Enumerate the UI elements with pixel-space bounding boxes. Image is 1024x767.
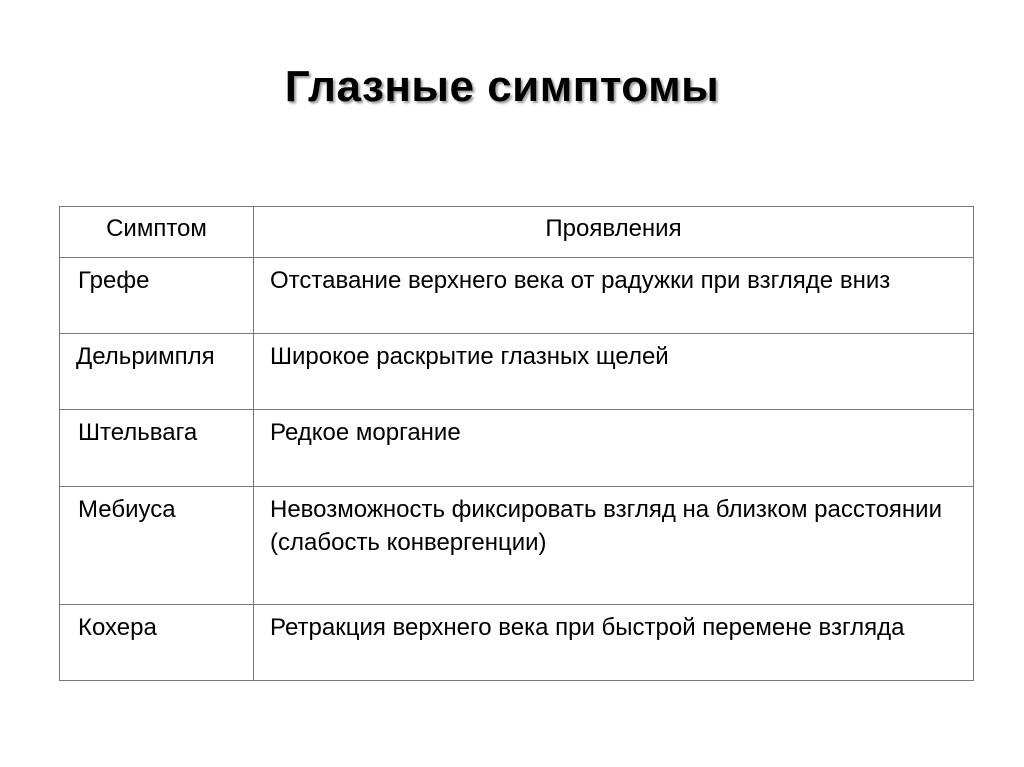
symptom-name: Мебиуса — [60, 487, 254, 605]
symptoms-table — [59, 206, 974, 681]
symptom-name: Дельримпля — [60, 334, 254, 410]
table-row — [60, 258, 974, 334]
symptom-name: Грефе — [60, 258, 254, 334]
symptom-description: Редкое моргание — [254, 410, 974, 487]
symptom-name: Кохера — [60, 605, 254, 681]
symptom-description: Ретракция верхнего века при быстрой перемене взгляда — [254, 605, 974, 681]
symptom-name: Штельвага — [60, 410, 254, 487]
table-row — [60, 410, 974, 487]
symptom-description: Невозможность фиксировать взгляд на близком расстоянии (слабость конвергенции) — [254, 487, 974, 605]
table-row — [60, 334, 974, 410]
header-symptom: Симптом — [60, 207, 254, 258]
table-row — [60, 487, 974, 605]
header-manifestations: Проявления — [254, 207, 974, 258]
slide-title: Глазные симптомы — [284, 62, 720, 111]
table-row — [60, 605, 974, 681]
table-header-row — [60, 207, 974, 258]
symptom-description: Отставание верхнего века от радужки при взгляде вниз — [254, 258, 974, 334]
symptom-description: Широкое раскрытие глазных щелей — [254, 334, 974, 410]
